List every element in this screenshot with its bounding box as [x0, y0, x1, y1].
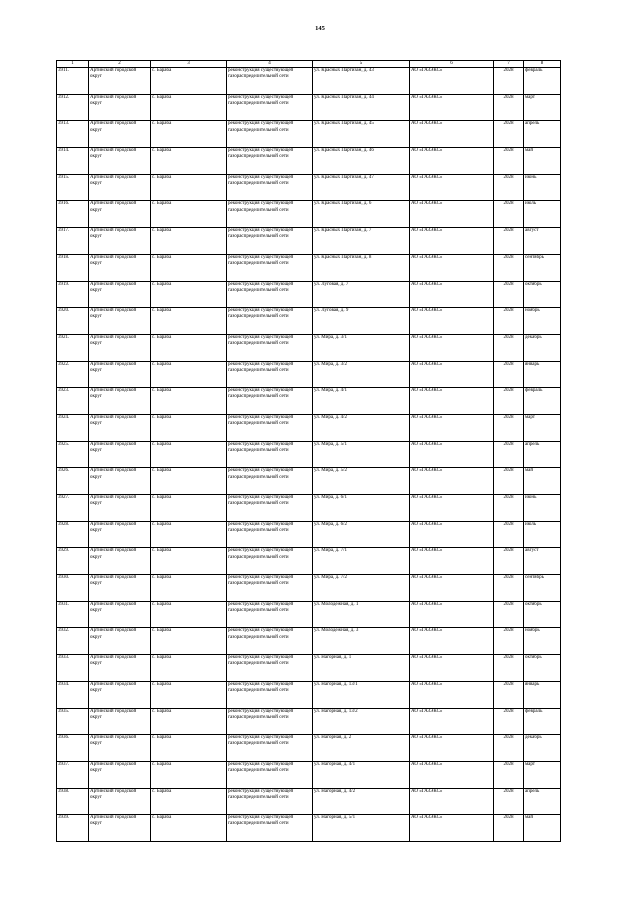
work-type-cell: реконструкция существующей газораспределительной сети	[227, 361, 313, 388]
address-cell: ул. Мира, д. 6/1	[313, 495, 410, 522]
district-cell: Артинский городской округ	[89, 681, 151, 708]
month-cell: октябрь	[524, 655, 561, 682]
address-cell: ул. Молодежная, д. 1	[313, 601, 410, 628]
settlement-cell: с. Бараба	[151, 655, 227, 682]
work-type-cell: реконструкция существующей газораспределительной сети	[227, 735, 313, 762]
month-cell: июнь	[524, 495, 561, 522]
organization-cell: АО «ГАЗЭКС»	[410, 788, 494, 815]
table-row	[57, 254, 561, 281]
month-cell: июль	[524, 201, 561, 228]
organization-cell: АО «ГАЗЭКС»	[410, 601, 494, 628]
settlement-cell: с. Бараба	[151, 361, 227, 388]
month-cell: январь	[524, 681, 561, 708]
district-cell: Артинский городской округ	[89, 521, 151, 548]
year-cell: 2028	[494, 121, 524, 148]
work-type-cell: реконструкция существующей газораспределительной сети	[227, 174, 313, 201]
column-number: 8	[524, 61, 561, 68]
year-cell: 2028	[494, 708, 524, 735]
year-cell: 2028	[494, 201, 524, 228]
month-cell: май	[524, 148, 561, 175]
table-row	[57, 441, 561, 468]
organization-cell: АО «ГАЗЭКС»	[410, 121, 494, 148]
settlement-cell: с. Бараба	[151, 521, 227, 548]
table-row	[57, 521, 561, 548]
settlement-cell: с. Бараба	[151, 334, 227, 361]
year-cell: 2028	[494, 468, 524, 495]
row-number-cell: 3928.	[57, 521, 89, 548]
year-cell: 2028	[494, 548, 524, 575]
table-row	[57, 681, 561, 708]
address-cell: ул. Нагорная, д. 13/2	[313, 708, 410, 735]
work-type-cell: реконструкция существующей газораспределительной сети	[227, 201, 313, 228]
district-cell: Артинский городской округ	[89, 94, 151, 121]
settlement-cell: с. Бараба	[151, 441, 227, 468]
month-cell: сентябрь	[524, 575, 561, 602]
year-cell: 2028	[494, 761, 524, 788]
district-cell: Артинский городской округ	[89, 254, 151, 281]
month-cell: май	[524, 815, 561, 842]
settlement-cell: с. Бараба	[151, 388, 227, 415]
settlement-cell: с. Бараба	[151, 788, 227, 815]
organization-cell: АО «ГАЗЭКС»	[410, 148, 494, 175]
year-cell: 2028	[494, 254, 524, 281]
month-cell: октябрь	[524, 281, 561, 308]
address-cell: ул. Мира, д. 7/1	[313, 548, 410, 575]
organization-cell: АО «ГАЗЭКС»	[410, 254, 494, 281]
settlement-cell: с. Бараба	[151, 121, 227, 148]
year-cell: 2028	[494, 815, 524, 842]
organization-cell: АО «ГАЗЭКС»	[410, 708, 494, 735]
row-number-cell: 3937.	[57, 761, 89, 788]
work-type-cell: реконструкция существующей газораспределительной сети	[227, 281, 313, 308]
work-type-cell: реконструкция существующей газораспределительной сети	[227, 441, 313, 468]
district-cell: Артинский городской округ	[89, 308, 151, 335]
address-cell: ул. Луговая, д. 7	[313, 281, 410, 308]
address-cell: ул. Мира, д. 5/2	[313, 468, 410, 495]
table-row	[57, 68, 561, 95]
column-number: 7	[494, 61, 524, 68]
month-cell: август	[524, 548, 561, 575]
row-number-cell: 3934.	[57, 681, 89, 708]
district-cell: Артинский городской округ	[89, 441, 151, 468]
district-cell: Артинский городской округ	[89, 281, 151, 308]
year-cell: 2028	[494, 575, 524, 602]
organization-cell: АО «ГАЗЭКС»	[410, 575, 494, 602]
settlement-cell: с. Бараба	[151, 228, 227, 255]
address-cell: ул. Мира, д. 7/2	[313, 575, 410, 602]
district-cell: Артинский городской округ	[89, 601, 151, 628]
month-cell: май	[524, 468, 561, 495]
address-cell: ул. Мира, д. 3/2	[313, 361, 410, 388]
year-cell: 2028	[494, 388, 524, 415]
organization-cell: АО «ГАЗЭКС»	[410, 361, 494, 388]
row-number-cell: 3921.	[57, 334, 89, 361]
month-cell: апрель	[524, 121, 561, 148]
address-cell: ул. Мира, д. 5/1	[313, 441, 410, 468]
month-cell: январь	[524, 361, 561, 388]
month-cell: март	[524, 414, 561, 441]
table-header	[57, 61, 561, 68]
settlement-cell: с. Бараба	[151, 148, 227, 175]
year-cell: 2028	[494, 788, 524, 815]
address-cell: ул. Мира, д. 4/2	[313, 414, 410, 441]
month-cell: февраль	[524, 68, 561, 95]
year-cell: 2028	[494, 334, 524, 361]
settlement-cell: с. Бараба	[151, 281, 227, 308]
row-number-cell: 3939.	[57, 815, 89, 842]
table-row	[57, 388, 561, 415]
table-row	[57, 815, 561, 842]
district-cell: Артинский городской округ	[89, 334, 151, 361]
row-number-cell: 3919.	[57, 281, 89, 308]
district-cell: Артинский городской округ	[89, 815, 151, 842]
table-row	[57, 468, 561, 495]
table-row	[57, 735, 561, 762]
district-cell: Артинский городской округ	[89, 414, 151, 441]
table-row	[57, 761, 561, 788]
month-cell: сентябрь	[524, 254, 561, 281]
address-cell: ул. Красных Партизан, д. 46	[313, 148, 410, 175]
month-cell: ноябрь	[524, 628, 561, 655]
table-row	[57, 708, 561, 735]
work-type-cell: реконструкция существующей газораспределительной сети	[227, 495, 313, 522]
row-number-cell: 3923.	[57, 388, 89, 415]
year-cell: 2028	[494, 521, 524, 548]
work-type-cell: реконструкция существующей газораспределительной сети	[227, 655, 313, 682]
column-number: 2	[89, 61, 151, 68]
address-cell: ул. Красных Партизан, д. 8	[313, 254, 410, 281]
settlement-cell: с. Бараба	[151, 414, 227, 441]
district-cell: Артинский городской округ	[89, 148, 151, 175]
district-cell: Артинский городской округ	[89, 468, 151, 495]
year-cell: 2028	[494, 68, 524, 95]
table-row	[57, 148, 561, 175]
settlement-cell: с. Бараба	[151, 468, 227, 495]
organization-cell: АО «ГАЗЭКС»	[410, 334, 494, 361]
table-row	[57, 308, 561, 335]
year-cell: 2028	[494, 361, 524, 388]
row-number-cell: 3931.	[57, 601, 89, 628]
work-type-cell: реконструкция существующей газораспределительной сети	[227, 388, 313, 415]
table-row	[57, 414, 561, 441]
work-type-cell: реконструкция существующей газораспределительной сети	[227, 601, 313, 628]
year-cell: 2028	[494, 174, 524, 201]
work-type-cell: реконструкция существующей газораспределительной сети	[227, 254, 313, 281]
work-type-cell: реконструкция существующей газораспределительной сети	[227, 681, 313, 708]
month-cell: апрель	[524, 788, 561, 815]
address-cell: ул. Мира, д. 3/1	[313, 334, 410, 361]
row-number-cell: 3911.	[57, 68, 89, 95]
month-cell: февраль	[524, 388, 561, 415]
row-number-cell: 3932.	[57, 628, 89, 655]
district-cell: Артинский городской округ	[89, 548, 151, 575]
table-row	[57, 121, 561, 148]
month-cell: ноябрь	[524, 308, 561, 335]
column-number: 5	[313, 61, 410, 68]
organization-cell: АО «ГАЗЭКС»	[410, 174, 494, 201]
month-cell: декабрь	[524, 735, 561, 762]
table-row	[57, 174, 561, 201]
year-cell: 2028	[494, 681, 524, 708]
row-number-cell: 3918.	[57, 254, 89, 281]
table-row	[57, 228, 561, 255]
row-number-cell: 3924.	[57, 414, 89, 441]
column-number-row	[57, 61, 561, 68]
month-cell: июль	[524, 521, 561, 548]
month-cell: август	[524, 228, 561, 255]
organization-cell: АО «ГАЗЭКС»	[410, 281, 494, 308]
settlement-cell: с. Бараба	[151, 495, 227, 522]
work-type-cell: реконструкция существующей газораспределительной сети	[227, 121, 313, 148]
settlement-cell: с. Бараба	[151, 68, 227, 95]
address-cell: ул. Нагорная, д. 5/1	[313, 815, 410, 842]
work-type-cell: реконструкция существующей газораспределительной сети	[227, 68, 313, 95]
district-cell: Артинский городской округ	[89, 628, 151, 655]
work-type-cell: реконструкция существующей газораспределительной сети	[227, 761, 313, 788]
month-cell: март	[524, 94, 561, 121]
settlement-cell: с. Бараба	[151, 628, 227, 655]
address-cell: ул. Красных Партизан, д. 7	[313, 228, 410, 255]
table-body	[57, 68, 561, 842]
address-cell: ул. Нагорная, д. 13/1	[313, 681, 410, 708]
row-number-cell: 3926.	[57, 468, 89, 495]
year-cell: 2028	[494, 735, 524, 762]
organization-cell: АО «ГАЗЭКС»	[410, 468, 494, 495]
settlement-cell: с. Бараба	[151, 681, 227, 708]
organization-cell: АО «ГАЗЭКС»	[410, 548, 494, 575]
year-cell: 2028	[494, 281, 524, 308]
settlement-cell: с. Бараба	[151, 94, 227, 121]
table-row	[57, 628, 561, 655]
organization-cell: АО «ГАЗЭКС»	[410, 228, 494, 255]
district-cell: Артинский городской округ	[89, 68, 151, 95]
month-cell: июнь	[524, 174, 561, 201]
district-cell: Артинский городской округ	[89, 761, 151, 788]
organization-cell: АО «ГАЗЭКС»	[410, 495, 494, 522]
settlement-cell: с. Бараба	[151, 815, 227, 842]
table-row	[57, 601, 561, 628]
organization-cell: АО «ГАЗЭКС»	[410, 521, 494, 548]
row-number-cell: 3929.	[57, 548, 89, 575]
table-row	[57, 575, 561, 602]
address-cell: ул. Красных Партизан, д. 47	[313, 174, 410, 201]
column-number: 3	[151, 61, 227, 68]
row-number-cell: 3920.	[57, 308, 89, 335]
district-cell: Артинский городской округ	[89, 708, 151, 735]
year-cell: 2028	[494, 414, 524, 441]
table-row	[57, 334, 561, 361]
month-cell: март	[524, 761, 561, 788]
page-number: 145	[315, 25, 325, 32]
organization-cell: АО «ГАЗЭКС»	[410, 68, 494, 95]
row-number-cell: 3930.	[57, 575, 89, 602]
month-cell: февраль	[524, 708, 561, 735]
year-cell: 2028	[494, 495, 524, 522]
organization-cell: АО «ГАЗЭКС»	[410, 655, 494, 682]
row-number-cell: 3938.	[57, 788, 89, 815]
district-cell: Артинский городской округ	[89, 495, 151, 522]
table-row	[57, 361, 561, 388]
organization-cell: АО «ГАЗЭКС»	[410, 681, 494, 708]
settlement-cell: с. Бараба	[151, 308, 227, 335]
table-row	[57, 201, 561, 228]
settlement-cell: с. Бараба	[151, 201, 227, 228]
month-cell: октябрь	[524, 601, 561, 628]
work-type-cell: реконструкция существующей газораспределительной сети	[227, 575, 313, 602]
work-type-cell: реконструкция существующей газораспределительной сети	[227, 334, 313, 361]
work-type-cell: реконструкция существующей газораспределительной сети	[227, 708, 313, 735]
row-number-cell: 3913.	[57, 121, 89, 148]
district-cell: Артинский городской округ	[89, 655, 151, 682]
column-number: 4	[227, 61, 313, 68]
table-row	[57, 788, 561, 815]
address-cell: ул. Мира, д. 4/1	[313, 388, 410, 415]
table-row	[57, 281, 561, 308]
row-number-cell: 3916.	[57, 201, 89, 228]
organization-cell: АО «ГАЗЭКС»	[410, 815, 494, 842]
row-number-cell: 3925.	[57, 441, 89, 468]
work-type-cell: реконструкция существующей газораспределительной сети	[227, 308, 313, 335]
column-number: 1	[57, 61, 89, 68]
row-number-cell: 3912.	[57, 94, 89, 121]
organization-cell: АО «ГАЗЭКС»	[410, 761, 494, 788]
settlement-cell: с. Бараба	[151, 708, 227, 735]
settlement-cell: с. Бараба	[151, 575, 227, 602]
work-type-cell: реконструкция существующей газораспределительной сети	[227, 468, 313, 495]
organization-cell: АО «ГАЗЭКС»	[410, 94, 494, 121]
address-cell: ул. Луговая, д. 9	[313, 308, 410, 335]
year-cell: 2028	[494, 655, 524, 682]
address-cell: ул. Нагорная, д. 4/1	[313, 761, 410, 788]
address-cell: ул. Красных Партизан, д. 44	[313, 94, 410, 121]
column-number: 6	[410, 61, 494, 68]
month-cell: апрель	[524, 441, 561, 468]
work-type-cell: реконструкция существующей газораспределительной сети	[227, 521, 313, 548]
month-cell: декабрь	[524, 334, 561, 361]
work-type-cell: реконструкция существующей газораспределительной сети	[227, 628, 313, 655]
work-type-cell: реконструкция существующей газораспределительной сети	[227, 548, 313, 575]
work-type-cell: реконструкция существующей газораспределительной сети	[227, 148, 313, 175]
year-cell: 2028	[494, 308, 524, 335]
row-number-cell: 3917.	[57, 228, 89, 255]
row-number-cell: 3915.	[57, 174, 89, 201]
address-cell: ул. Нагорная, д. 1	[313, 655, 410, 682]
district-cell: Артинский городской округ	[89, 361, 151, 388]
year-cell: 2028	[494, 228, 524, 255]
table-row	[57, 94, 561, 121]
organization-cell: АО «ГАЗЭКС»	[410, 628, 494, 655]
row-number-cell: 3922.	[57, 361, 89, 388]
organization-cell: АО «ГАЗЭКС»	[410, 201, 494, 228]
table-row	[57, 655, 561, 682]
row-number-cell: 3914.	[57, 148, 89, 175]
address-cell: ул. Нагорная, д. 2	[313, 735, 410, 762]
work-type-cell: реконструкция существующей газораспределительной сети	[227, 414, 313, 441]
organization-cell: АО «ГАЗЭКС»	[410, 441, 494, 468]
registry-table	[56, 60, 561, 842]
table-row	[57, 548, 561, 575]
district-cell: Артинский городской округ	[89, 228, 151, 255]
row-number-cell: 3935.	[57, 708, 89, 735]
settlement-cell: с. Бараба	[151, 601, 227, 628]
district-cell: Артинский городской округ	[89, 575, 151, 602]
row-number-cell: 3936.	[57, 735, 89, 762]
organization-cell: АО «ГАЗЭКС»	[410, 388, 494, 415]
organization-cell: АО «ГАЗЭКС»	[410, 308, 494, 335]
work-type-cell: реконструкция существующей газораспределительной сети	[227, 815, 313, 842]
year-cell: 2028	[494, 148, 524, 175]
settlement-cell: с. Бараба	[151, 548, 227, 575]
settlement-cell: с. Бараба	[151, 254, 227, 281]
year-cell: 2028	[494, 441, 524, 468]
address-cell: ул. Красных Партизан, д. 6	[313, 201, 410, 228]
organization-cell: АО «ГАЗЭКС»	[410, 414, 494, 441]
settlement-cell: с. Бараба	[151, 174, 227, 201]
address-cell: ул. Мира, д. 6/2	[313, 521, 410, 548]
district-cell: Артинский городской округ	[89, 174, 151, 201]
year-cell: 2028	[494, 601, 524, 628]
address-cell: ул. Красных Партизан, д. 45	[313, 121, 410, 148]
district-cell: Артинский городской округ	[89, 388, 151, 415]
work-type-cell: реконструкция существующей газораспределительной сети	[227, 94, 313, 121]
table-row	[57, 495, 561, 522]
address-cell: ул. Нагорная, д. 4/2	[313, 788, 410, 815]
settlement-cell: с. Бараба	[151, 761, 227, 788]
district-cell: Артинский городской округ	[89, 788, 151, 815]
work-type-cell: реконструкция существующей газораспределительной сети	[227, 228, 313, 255]
district-cell: Артинский городской округ	[89, 201, 151, 228]
year-cell: 2028	[494, 628, 524, 655]
row-number-cell: 3927.	[57, 495, 89, 522]
address-cell: ул. Молодежная, д. 3	[313, 628, 410, 655]
row-number-cell: 3933.	[57, 655, 89, 682]
district-cell: Артинский городской округ	[89, 121, 151, 148]
work-type-cell: реконструкция существующей газораспределительной сети	[227, 788, 313, 815]
address-cell: ул. Красных Партизан, д. 43	[313, 68, 410, 95]
district-cell: Артинский городской округ	[89, 735, 151, 762]
year-cell: 2028	[494, 94, 524, 121]
organization-cell: АО «ГАЗЭКС»	[410, 735, 494, 762]
settlement-cell: с. Бараба	[151, 735, 227, 762]
